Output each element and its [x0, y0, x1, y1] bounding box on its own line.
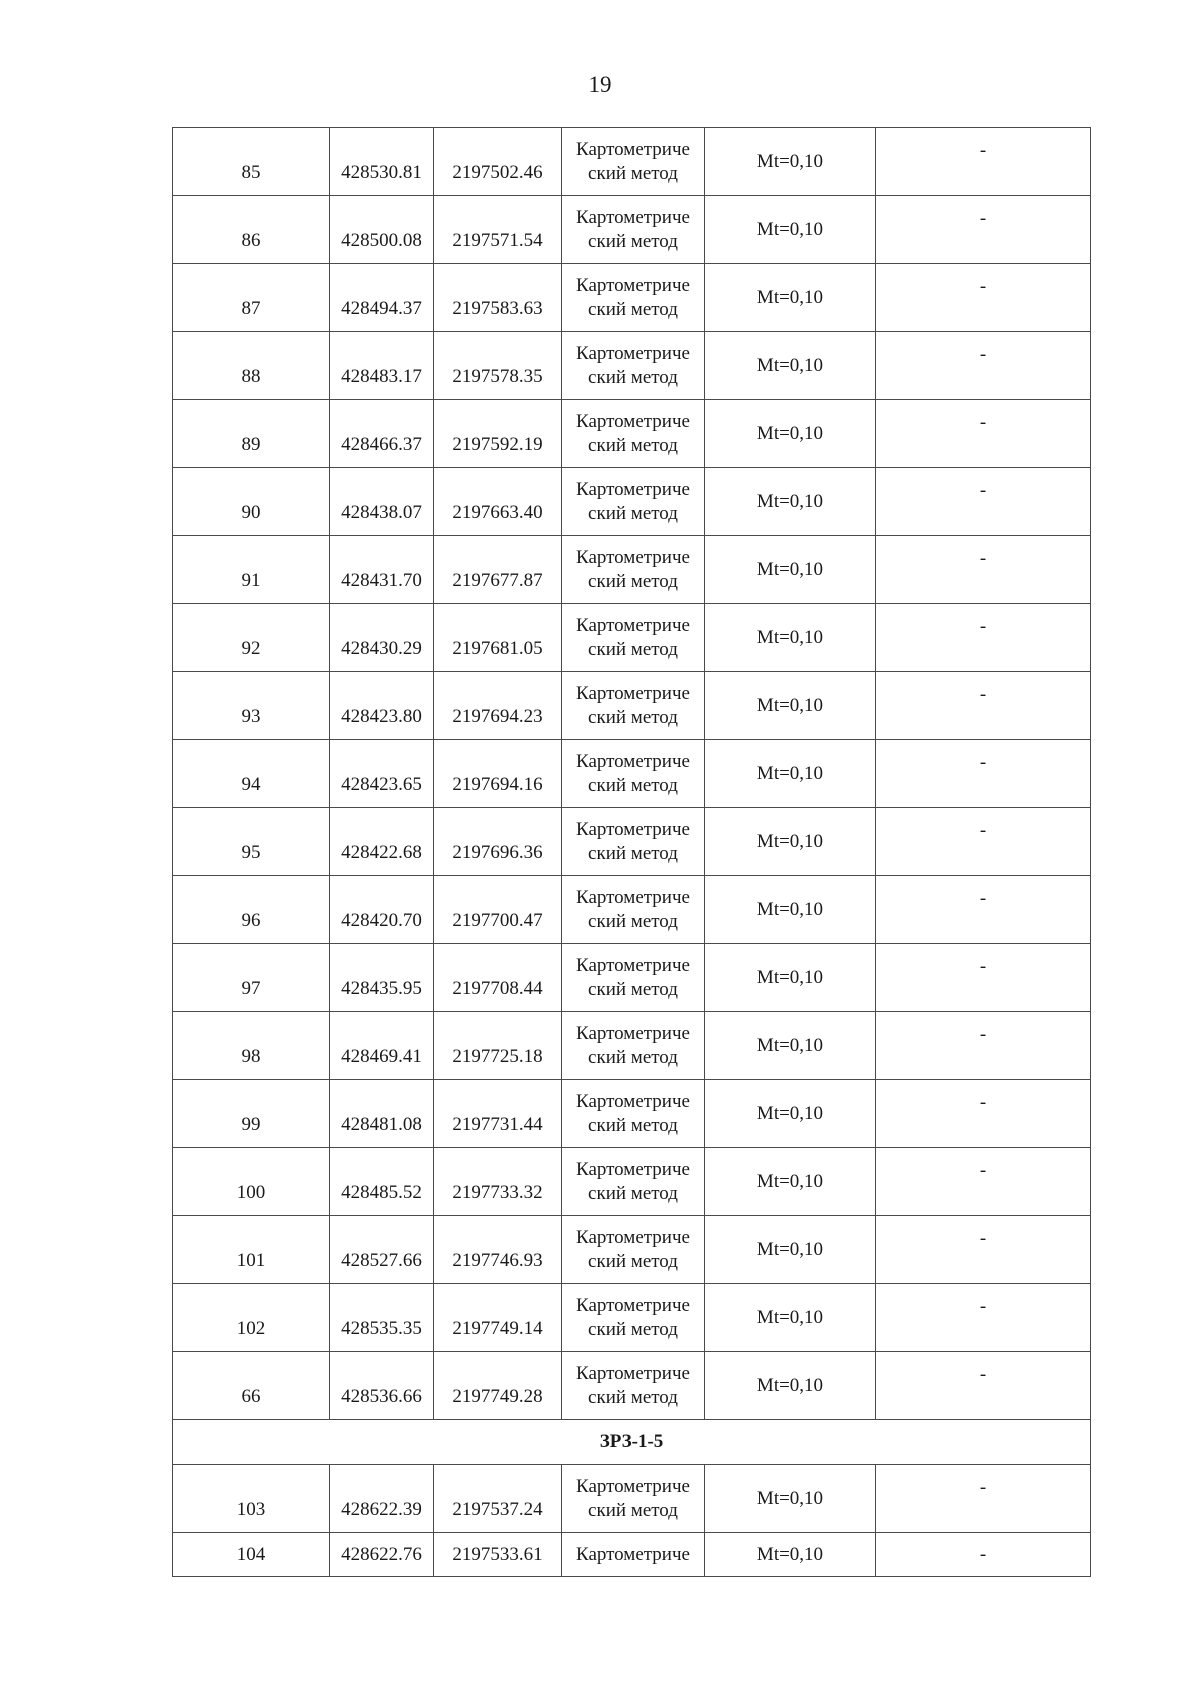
x-coordinate-cell: 428423.65	[330, 740, 434, 808]
accuracy-cell: Mt=0,10	[705, 1216, 876, 1284]
method-line: Картометриче	[576, 886, 690, 908]
accuracy-cell: Mt=0,10	[705, 1352, 876, 1420]
method-line: Картометриче	[576, 1362, 690, 1384]
note-cell: -	[876, 128, 1091, 196]
table-row	[173, 400, 1091, 468]
y-coordinate-cell: 2197592.19	[434, 400, 562, 468]
table-row	[173, 1148, 1091, 1216]
accuracy-cell: Mt=0,10	[705, 944, 876, 1012]
note-cell: -	[876, 332, 1091, 400]
x-coordinate-cell: 428494.37	[330, 264, 434, 332]
point-number-cell: 96	[173, 876, 330, 944]
point-number-cell: 103	[173, 1465, 330, 1533]
method-line: ский метод	[588, 910, 678, 932]
note-cell: -	[876, 1080, 1091, 1148]
method-cell	[562, 128, 705, 196]
method-cell	[562, 400, 705, 468]
point-number-cell: 101	[173, 1216, 330, 1284]
method-line: Картометриче	[576, 410, 690, 432]
point-number-cell: 91	[173, 536, 330, 604]
note-cell: -	[876, 1148, 1091, 1216]
accuracy-cell: Mt=0,10	[705, 672, 876, 740]
x-coordinate-cell: 428500.08	[330, 196, 434, 264]
accuracy-cell: Mt=0,10	[705, 1080, 876, 1148]
x-coordinate-cell: 428535.35	[330, 1284, 434, 1352]
method-line: Картометриче	[576, 1090, 690, 1112]
point-number-cell: 86	[173, 196, 330, 264]
y-coordinate-cell: 2197733.32	[434, 1148, 562, 1216]
coordinates-table	[172, 127, 1091, 1577]
point-number-cell: 93	[173, 672, 330, 740]
accuracy-cell: Mt=0,10	[705, 468, 876, 536]
accuracy-cell: Mt=0,10	[705, 604, 876, 672]
table-row	[173, 604, 1091, 672]
method-line: ский метод	[588, 1499, 678, 1521]
method-cell: Картометриче	[562, 1533, 705, 1577]
method-line: ский метод	[588, 1250, 678, 1272]
method-cell	[562, 604, 705, 672]
method-line: ский метод	[588, 502, 678, 524]
method-line: Картометриче	[576, 546, 690, 568]
point-number-cell: 98	[173, 1012, 330, 1080]
y-coordinate-cell: 2197677.87	[434, 536, 562, 604]
y-coordinate-cell: 2197708.44	[434, 944, 562, 1012]
method-cell	[562, 196, 705, 264]
method-line: Картометриче	[576, 206, 690, 228]
method-line: ский метод	[588, 1114, 678, 1136]
y-coordinate-cell: 2197663.40	[434, 468, 562, 536]
point-number-cell: 99	[173, 1080, 330, 1148]
x-coordinate-cell: 428536.66	[330, 1352, 434, 1420]
y-coordinate-cell: 2197731.44	[434, 1080, 562, 1148]
y-coordinate-cell: 2197578.35	[434, 332, 562, 400]
accuracy-cell: Mt=0,10	[705, 1148, 876, 1216]
x-coordinate-cell: 428423.80	[330, 672, 434, 740]
note-cell: -	[876, 604, 1091, 672]
method-line: Картометриче	[576, 274, 690, 296]
note-cell: -	[876, 672, 1091, 740]
method-cell	[562, 264, 705, 332]
point-number-cell: 100	[173, 1148, 330, 1216]
y-coordinate-cell: 2197694.23	[434, 672, 562, 740]
method-line: Картометриче	[576, 954, 690, 976]
table-row	[173, 1080, 1091, 1148]
x-coordinate-cell: 428485.52	[330, 1148, 434, 1216]
method-cell	[562, 1080, 705, 1148]
accuracy-cell: Mt=0,10	[705, 808, 876, 876]
note-cell: -	[876, 196, 1091, 264]
method-cell	[562, 1465, 705, 1533]
y-coordinate-cell: 2197725.18	[434, 1012, 562, 1080]
method-cell	[562, 1284, 705, 1352]
note-cell: -	[876, 1465, 1091, 1533]
accuracy-cell: Mt=0,10	[705, 536, 876, 604]
method-line: ский метод	[588, 570, 678, 592]
point-number-cell: 90	[173, 468, 330, 536]
table-row	[173, 128, 1091, 196]
method-line: Картометриче	[576, 1022, 690, 1044]
x-coordinate-cell: 428622.39	[330, 1465, 434, 1533]
x-coordinate-cell: 428469.41	[330, 1012, 434, 1080]
method-line: Картометриче	[576, 1158, 690, 1180]
note-cell: -	[876, 1533, 1091, 1577]
method-line: ский метод	[588, 842, 678, 864]
table-row	[173, 1216, 1091, 1284]
section-header-row	[173, 1420, 1091, 1465]
accuracy-cell: Mt=0,10	[705, 1012, 876, 1080]
x-coordinate-cell: 428527.66	[330, 1216, 434, 1284]
method-line: Картометриче	[576, 1294, 690, 1316]
table-row	[173, 1533, 1091, 1577]
page-number: 19	[588, 72, 612, 97]
table-row	[173, 944, 1091, 1012]
note-cell: -	[876, 264, 1091, 332]
method-line: ский метод	[588, 162, 678, 184]
note-cell: -	[876, 1012, 1091, 1080]
method-line: Картометриче	[576, 342, 690, 364]
accuracy-cell: Mt=0,10	[705, 1284, 876, 1352]
note-cell: -	[876, 1216, 1091, 1284]
x-coordinate-cell: 428481.08	[330, 1080, 434, 1148]
table-row	[173, 1352, 1091, 1420]
table-row	[173, 536, 1091, 604]
point-number-cell: 85	[173, 128, 330, 196]
note-cell: -	[876, 536, 1091, 604]
method-line: ский метод	[588, 638, 678, 660]
y-coordinate-cell: 2197537.24	[434, 1465, 562, 1533]
note-cell: -	[876, 944, 1091, 1012]
y-coordinate-cell: 2197749.28	[434, 1352, 562, 1420]
method-line: ский метод	[588, 366, 678, 388]
accuracy-cell: Mt=0,10	[705, 1465, 876, 1533]
method-cell	[562, 332, 705, 400]
y-coordinate-cell: 2197533.61	[434, 1533, 562, 1577]
point-number-cell: 89	[173, 400, 330, 468]
point-number-cell: 66	[173, 1352, 330, 1420]
accuracy-cell: Mt=0,10	[705, 128, 876, 196]
y-coordinate-cell: 2197749.14	[434, 1284, 562, 1352]
note-cell: -	[876, 1352, 1091, 1420]
y-coordinate-cell: 2197681.05	[434, 604, 562, 672]
method-line: Картометриче	[576, 682, 690, 704]
accuracy-cell: Mt=0,10	[705, 264, 876, 332]
method-cell	[562, 1148, 705, 1216]
method-cell	[562, 468, 705, 536]
method-cell	[562, 944, 705, 1012]
method-line: ский метод	[588, 1318, 678, 1340]
x-coordinate-cell: 428622.76	[330, 1533, 434, 1577]
note-cell: -	[876, 1284, 1091, 1352]
method-line: ский метод	[588, 230, 678, 252]
x-coordinate-cell: 428431.70	[330, 536, 434, 604]
method-line: ский метод	[588, 434, 678, 456]
y-coordinate-cell: 2197696.36	[434, 808, 562, 876]
point-number-cell: 92	[173, 604, 330, 672]
method-line: ский метод	[588, 706, 678, 728]
note-cell: -	[876, 468, 1091, 536]
method-cell	[562, 740, 705, 808]
table-row	[173, 468, 1091, 536]
y-coordinate-cell: 2197746.93	[434, 1216, 562, 1284]
table-row	[173, 672, 1091, 740]
note-cell: -	[876, 400, 1091, 468]
method-cell	[562, 1352, 705, 1420]
table-row	[173, 740, 1091, 808]
y-coordinate-cell: 2197571.54	[434, 196, 562, 264]
table-row	[173, 332, 1091, 400]
method-cell	[562, 876, 705, 944]
x-coordinate-cell: 428420.70	[330, 876, 434, 944]
coordinates-table-body	[173, 128, 1091, 1577]
section-title: ЗРЗ-1-5	[173, 1420, 1091, 1465]
method-line: Картометриче	[576, 614, 690, 636]
x-coordinate-cell: 428530.81	[330, 128, 434, 196]
method-line: ский метод	[588, 1046, 678, 1068]
accuracy-cell: Mt=0,10	[705, 400, 876, 468]
method-line: Картометриче	[576, 750, 690, 772]
point-number-cell: 102	[173, 1284, 330, 1352]
point-number-cell: 88	[173, 332, 330, 400]
table-row	[173, 1465, 1091, 1533]
x-coordinate-cell: 428466.37	[330, 400, 434, 468]
note-cell: -	[876, 740, 1091, 808]
method-line: ский метод	[588, 774, 678, 796]
accuracy-cell: Mt=0,10	[705, 332, 876, 400]
accuracy-cell: Mt=0,10	[705, 1533, 876, 1577]
method-cell	[562, 808, 705, 876]
method-line: ский метод	[588, 1386, 678, 1408]
table-row	[173, 264, 1091, 332]
y-coordinate-cell: 2197502.46	[434, 128, 562, 196]
accuracy-cell: Mt=0,10	[705, 196, 876, 264]
method-line: Картометриче	[576, 1475, 690, 1497]
method-line: Картометриче	[576, 478, 690, 500]
accuracy-cell: Mt=0,10	[705, 876, 876, 944]
table-row	[173, 1284, 1091, 1352]
x-coordinate-cell: 428438.07	[330, 468, 434, 536]
method-cell	[562, 536, 705, 604]
point-number-cell: 95	[173, 808, 330, 876]
table-row	[173, 1012, 1091, 1080]
point-number-cell: 87	[173, 264, 330, 332]
x-coordinate-cell: 428422.68	[330, 808, 434, 876]
method-line: ский метод	[588, 298, 678, 320]
note-cell: -	[876, 876, 1091, 944]
method-line: Картометриче	[576, 138, 690, 160]
table-row	[173, 876, 1091, 944]
point-number-cell: 97	[173, 944, 330, 1012]
x-coordinate-cell: 428435.95	[330, 944, 434, 1012]
table-row	[173, 196, 1091, 264]
table-row	[173, 808, 1091, 876]
method-cell	[562, 1216, 705, 1284]
method-cell	[562, 672, 705, 740]
method-line: ский метод	[588, 978, 678, 1000]
method-line: Картометриче	[576, 1226, 690, 1248]
method-line: ский метод	[588, 1182, 678, 1204]
method-cell	[562, 1012, 705, 1080]
point-number-cell: 94	[173, 740, 330, 808]
note-cell: -	[876, 808, 1091, 876]
x-coordinate-cell: 428430.29	[330, 604, 434, 672]
point-number-cell: 104	[173, 1533, 330, 1577]
x-coordinate-cell: 428483.17	[330, 332, 434, 400]
y-coordinate-cell: 2197583.63	[434, 264, 562, 332]
y-coordinate-cell: 2197694.16	[434, 740, 562, 808]
method-line: Картометриче	[576, 818, 690, 840]
accuracy-cell: Mt=0,10	[705, 740, 876, 808]
y-coordinate-cell: 2197700.47	[434, 876, 562, 944]
